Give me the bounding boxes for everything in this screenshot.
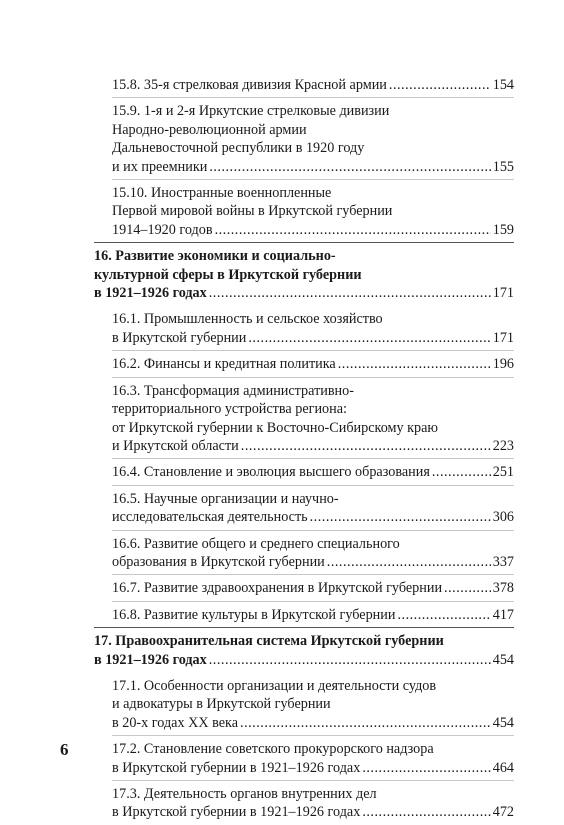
toc-entry-line: 15.8. 35-я стрелковая дивизия Красной армии xyxy=(112,77,387,93)
toc-entry-line: 16.7. Развитие здравоохранения в Иркутской губернии xyxy=(112,580,443,597)
toc-entry[interactable] xyxy=(112,485,514,530)
toc-page-number: 171 xyxy=(492,329,514,346)
toc-section[interactable] xyxy=(94,627,514,673)
toc-entry-line: территориального устройства региона: xyxy=(112,401,347,418)
toc-page-number: 154 xyxy=(492,77,514,93)
toc-entry-line: и их преемники xyxy=(112,158,208,175)
dot-leader xyxy=(241,437,491,455)
toc-entry-line: культурной сферы в Иркутской губернии xyxy=(94,266,362,283)
toc-entry[interactable] xyxy=(112,574,514,600)
dot-leader xyxy=(310,508,491,526)
toc-page-number: 306 xyxy=(492,509,514,526)
dot-leader xyxy=(215,221,491,239)
dot-leader xyxy=(432,463,491,481)
toc-entry-line: в 1921–1926 годах xyxy=(94,285,207,302)
toc-entry-line: в Иркутской губернии в 1921–1926 годах xyxy=(112,759,361,776)
dot-leader xyxy=(362,803,490,821)
toc-entry-line: 16.3. Трансформация административно- xyxy=(112,382,354,399)
toc-entry-line: от Иркутской губернии к Восточно-Сибирскому краю xyxy=(112,419,439,436)
toc-entry-line: 16.1. Промышленность и сельское хозяйство xyxy=(112,311,383,328)
toc-page-number: 417 xyxy=(492,606,514,623)
toc-page-number: 171 xyxy=(492,285,514,302)
toc-entry[interactable] xyxy=(112,306,514,350)
toc-entry-line: 1914–1920 годов xyxy=(112,221,213,238)
toc-page-number: 155 xyxy=(492,158,514,175)
toc-entry-line: и адвокатуры в Иркутской губернии xyxy=(112,696,331,713)
dot-leader xyxy=(327,553,491,571)
dot-leader xyxy=(397,606,490,624)
dot-leader xyxy=(209,284,491,302)
dot-leader xyxy=(362,759,490,777)
toc-entry[interactable] xyxy=(112,458,514,484)
toc-entry-line: 16. Развитие экономики и социально- xyxy=(94,248,336,265)
dot-leader xyxy=(338,355,491,373)
dot-leader xyxy=(248,329,490,347)
toc-entry-line: и Иркутской области xyxy=(112,437,239,454)
toc-entry[interactable] xyxy=(112,601,514,627)
toc-entry[interactable] xyxy=(112,97,514,179)
toc-entry-line: 16.8. Развитие культуры в Иркутской губернии xyxy=(112,606,396,623)
toc-entry[interactable] xyxy=(112,350,514,376)
toc-entry-line: в 1921–1926 годах xyxy=(94,651,207,668)
toc-entry[interactable] xyxy=(112,72,514,97)
toc-page-number: 472 xyxy=(492,804,514,821)
toc-section[interactable] xyxy=(94,242,514,306)
toc-entry-line: 17.2. Становление советского прокурорского надзора xyxy=(112,741,434,758)
toc-page-number: 223 xyxy=(492,437,514,454)
toc-entry-line: 17.1. Особенности организации и деятельности судов xyxy=(112,677,437,694)
dot-leader xyxy=(240,714,491,732)
toc-entry-line: Дальневосточной республики в 1920 году xyxy=(112,140,365,157)
toc-entry[interactable] xyxy=(112,377,514,459)
toc-entry[interactable] xyxy=(112,179,514,242)
toc-entry-line: 15.10. Иностранные военнопленные xyxy=(112,185,332,202)
toc-entry[interactable] xyxy=(112,735,514,780)
toc-entry-line: в Иркутской губернии в 1921–1926 годах xyxy=(112,804,361,821)
toc-page-number: 464 xyxy=(492,759,514,776)
toc-entry-line: 17. Правоохранительная система Иркутской губернии xyxy=(94,633,444,650)
toc-entry[interactable] xyxy=(112,530,514,575)
dot-leader xyxy=(209,158,490,176)
toc-page-number: 378 xyxy=(492,580,514,597)
dot-leader xyxy=(444,579,491,597)
toc-entry-line: 16.5. Научные организации и научно- xyxy=(112,490,339,507)
toc-entry-line: Народно-революционной армии xyxy=(112,121,307,138)
toc-entry[interactable] xyxy=(112,673,514,735)
toc-entry-line: в Иркутской губернии xyxy=(112,329,247,346)
page-number: 6 xyxy=(60,740,69,759)
toc-page-number: 454 xyxy=(492,651,514,668)
toc-page-number: 251 xyxy=(492,464,514,481)
toc-entry[interactable] xyxy=(112,780,514,825)
toc-entry-line: Первой мировой войны в Иркутской губернии xyxy=(112,203,393,220)
toc-page-number: 454 xyxy=(492,714,514,731)
toc-page-number: 196 xyxy=(492,356,514,373)
toc-entry-line: образования в Иркутской губернии xyxy=(112,553,325,570)
toc-page-number: 159 xyxy=(492,221,514,238)
toc-entry-line: в 20-х годах XX века xyxy=(112,714,239,731)
toc-entry-line: 15.9. 1-я и 2-я Иркутские стрелковые дивизии xyxy=(112,103,390,120)
toc-page-number: 337 xyxy=(492,553,514,570)
toc-entry-line: исследовательская деятельность xyxy=(112,509,308,526)
toc-entry-line: 16.4. Становление и эволюция высшего образования xyxy=(112,464,430,481)
toc-entry-line: 16.6. Развитие общего и среднего специального xyxy=(112,535,400,552)
dot-leader xyxy=(389,76,491,94)
toc-entry-line: 16.2. Финансы и кредитная политика xyxy=(112,356,336,373)
table-of-contents xyxy=(94,72,514,825)
dot-leader xyxy=(209,651,491,669)
toc-entry-line: 17.3. Деятельность органов внутренних дел xyxy=(112,786,377,802)
